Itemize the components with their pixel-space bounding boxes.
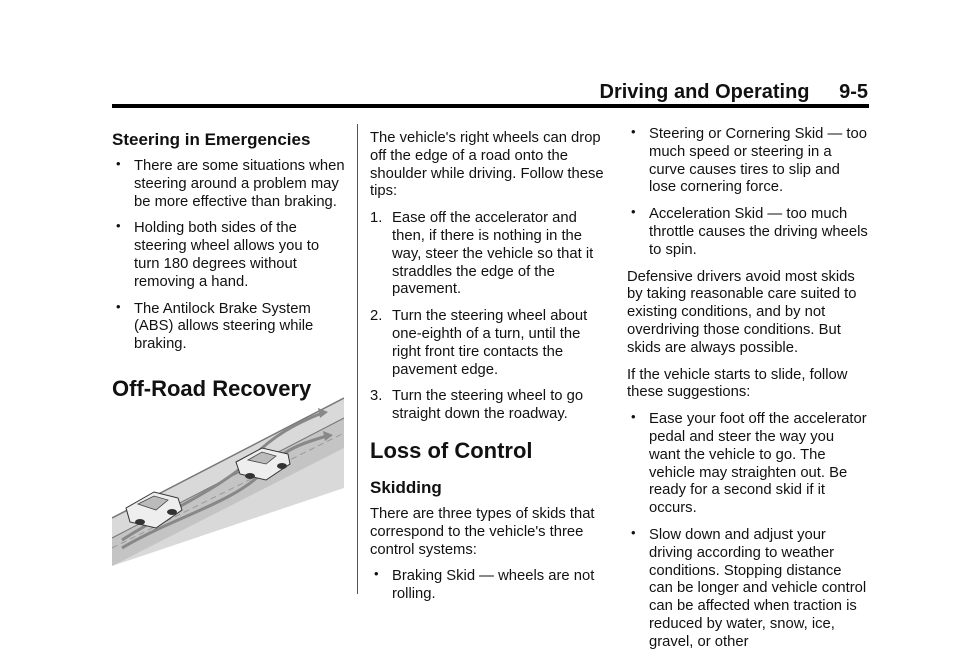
- bullet-icon: •: [631, 204, 636, 220]
- list-item: • Slow down and adjust your driving according to weather conditions. Stopping distance can be longer and vehicle control can be affected when traction is reduced by water, snow, ice, gravel, or other: [631, 524, 867, 650]
- list-item: • Steering or Cornering Skid — too much speed or steering in a curve causes tires to slip and lose cornering force.: [631, 124, 867, 196]
- bullet-icon: •: [116, 298, 121, 314]
- list-item: • There are some situations when steering around a problem may be more effective than braking.: [116, 156, 345, 210]
- page-header: [112, 80, 868, 104]
- skid-intro: There are three types of skids that correspond to the vehicle's three control systems:: [370, 505, 595, 558]
- heading-skidding: Skidding: [370, 477, 442, 497]
- list-item: • Holding both sides of the steering wheel allows you to turn 180 degrees without removing a hand.: [116, 218, 320, 290]
- chapter-title: Driving and Operating: [599, 81, 810, 103]
- off-road-recovery-illustration: [112, 388, 344, 566]
- heading-steering-emergencies: Steering in Emergencies: [112, 130, 311, 149]
- column-3: [627, 126, 869, 661]
- bullet-icon: •: [631, 524, 636, 540]
- list-item: • Ease your foot off the accelerator pedal and steer the way you want the vehicle to go. The vehicle may straighten out. Be ready for a second skid if it occurs.: [631, 409, 867, 517]
- off-road-intro: The vehicle's right wheels can drop off the edge of a road onto the shoulder while driving. Follow these tips:: [370, 130, 604, 200]
- list-item: 3. Turn the steering wheel to go straight down the roadway.: [370, 388, 584, 423]
- page-number: 9-5: [839, 81, 868, 103]
- column-1: [112, 124, 348, 416]
- list-item: 2. Turn the steering wheel about one-eighth of a turn, until the right front tire contacts the pavement edge.: [370, 308, 588, 378]
- bullet-icon: •: [374, 566, 379, 582]
- paragraph-defensive-drivers: Defensive drivers avoid most skids by taking reasonable care suited to existing conditions, and by not overdriving those conditions. But skids are always possible.: [627, 268, 857, 356]
- list-item: • The Antilock Brake System (ABS) allows steering while braking.: [116, 298, 314, 353]
- column-divider: [357, 124, 358, 594]
- heading-off-road-recovery: Off-Road Recovery: [112, 375, 312, 401]
- bullet-icon: •: [116, 156, 121, 171]
- list-item: • Acceleration Skid — too much throttle causes the driving wheels to spin.: [631, 204, 868, 258]
- bullet-icon: •: [631, 409, 636, 425]
- list-item: 1. Ease off the accelerator and then, if there is nothing in the way, steer the vehicle so that it straddles the edge of the pavement.: [370, 210, 594, 298]
- column-2: [370, 130, 606, 613]
- bullet-icon: •: [116, 218, 121, 234]
- paragraph-slide-suggestions: If the vehicle starts to slide, follow these suggestions:: [627, 366, 848, 401]
- bullet-icon: •: [631, 124, 636, 139]
- list-item: • Braking Skid — wheels are not rolling.: [374, 566, 595, 603]
- header-rule: [112, 104, 869, 108]
- heading-loss-of-control: Loss of Control: [370, 437, 533, 463]
